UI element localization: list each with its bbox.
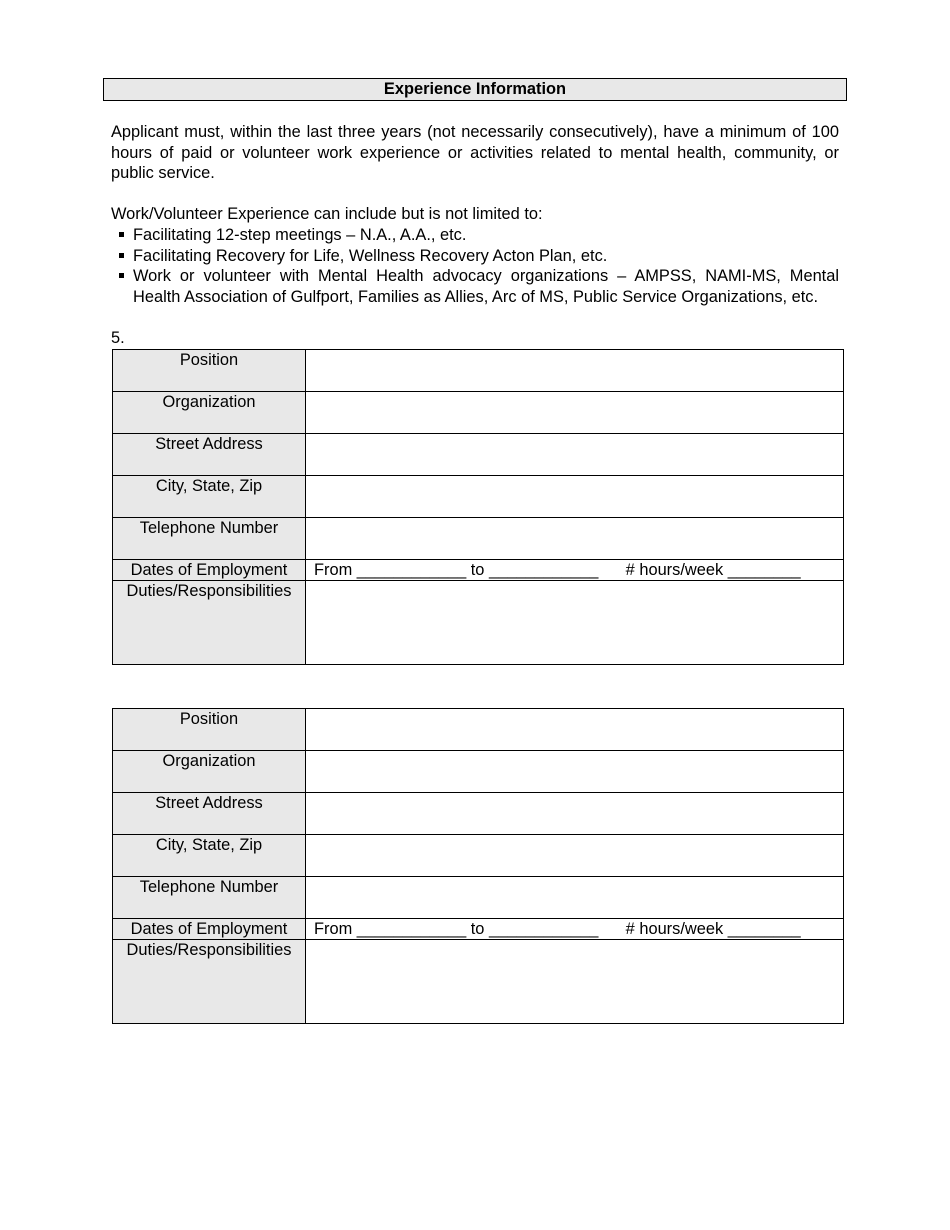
city-state-zip-label: City, State, Zip (113, 476, 306, 518)
duties-label: Duties/Responsibilities (113, 581, 306, 665)
organization-label: Organization (113, 751, 306, 793)
city-state-zip-field[interactable] (306, 476, 844, 518)
duties-field[interactable] (306, 581, 844, 665)
duties-field[interactable] (306, 940, 844, 1024)
organization-field[interactable] (306, 751, 844, 793)
list-item: Facilitating Recovery for Life, Wellness Recovery Acton Plan, etc. (111, 246, 839, 267)
experience-table-2 (112, 708, 844, 1024)
experience-table-1 (112, 349, 844, 665)
section-title: Experience Information (103, 78, 847, 101)
bullet-square-icon (119, 253, 124, 258)
telephone-label: Telephone Number (113, 877, 306, 919)
dates-label: Dates of Employment (113, 560, 306, 581)
organization-field[interactable] (306, 392, 844, 434)
organization-label: Organization (113, 392, 306, 434)
telephone-field[interactable] (306, 877, 844, 919)
telephone-label: Telephone Number (113, 518, 306, 560)
street-address-label: Street Address (113, 434, 306, 476)
list-item: Work or volunteer with Mental Health advocacy organizations – AMPSS, NAMI-MS, Mental Health Association of Gulfport, Families as Allies, Arc of MS, Public Service Organizations, etc. (111, 266, 839, 307)
list-item: Facilitating 12-step meetings – N.A., A.A., etc. (111, 225, 839, 246)
dates-field[interactable] (306, 560, 844, 581)
telephone-field[interactable] (306, 518, 844, 560)
duties-label: Duties/Responsibilities (113, 940, 306, 1024)
city-state-zip-field[interactable] (306, 835, 844, 877)
street-address-label: Street Address (113, 793, 306, 835)
intro-paragraph: Applicant must, within the last three years (not necessarily consecutively), have a minimum of 100 hours of paid or volunteer work experience or activities related to mental health, community, or public service. (111, 123, 839, 183)
experience-lead: Work/Volunteer Experience can include but is not limited to: (111, 205, 543, 223)
dates-field[interactable] (306, 919, 844, 940)
entry-number: 5. (111, 329, 125, 347)
experience-examples-list (111, 225, 839, 308)
position-field[interactable] (306, 350, 844, 392)
bullet-square-icon (119, 232, 124, 237)
dates-label: Dates of Employment (113, 919, 306, 940)
dates-line: From ____________ to ____________ # hours/week ________ (314, 561, 801, 579)
city-state-zip-label: City, State, Zip (113, 835, 306, 877)
position-label: Position (113, 709, 306, 751)
dates-line: From ____________ to ____________ # hours/week ________ (314, 920, 801, 938)
street-address-field[interactable] (306, 793, 844, 835)
position-label: Position (113, 350, 306, 392)
bullet-square-icon (119, 273, 124, 278)
street-address-field[interactable] (306, 434, 844, 476)
position-field[interactable] (306, 709, 844, 751)
